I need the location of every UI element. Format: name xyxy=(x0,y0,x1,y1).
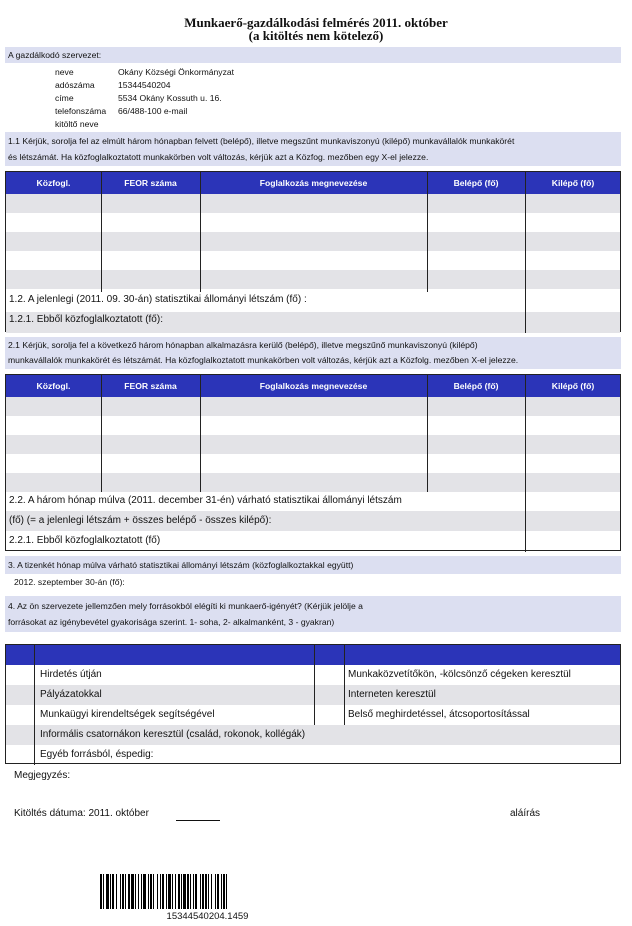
barcode-bar xyxy=(153,874,154,909)
barcode-bar xyxy=(131,874,134,909)
col-header-kozfogl: Közfogl. xyxy=(36,178,71,188)
barcode-bar xyxy=(187,874,189,909)
barcode-bar xyxy=(208,874,209,909)
section2-intro-line1: 2.1 Kérjük, sorolja fel a következő három hónapban alkalmazásra kerülő (belépő), illetve megszűnő munkaviszonyú (kilépő) xyxy=(8,340,478,350)
table-row[interactable] xyxy=(6,270,620,289)
column-divider xyxy=(101,375,102,492)
section1-table-header xyxy=(6,172,620,194)
barcode-bar xyxy=(178,874,180,909)
org-tax-label: adószáma xyxy=(55,80,95,90)
section2-table-header xyxy=(6,375,620,397)
section4-line2: forrásokat az igénybevétel gyakorisága szerint. 1- soha, 2- alkalmanként, 3 - gyakran) xyxy=(8,617,335,627)
barcode-bar xyxy=(166,874,167,909)
form-subtitle: (a kitöltés nem kötelező) xyxy=(248,28,384,43)
org-address-value: 5534 Okány Kossuth u. 16. xyxy=(118,93,222,103)
column-divider xyxy=(314,645,315,725)
org-tax-value: 15344540204 xyxy=(118,80,171,90)
table-row[interactable] xyxy=(6,397,620,416)
source-tender: Pályázatokkal xyxy=(40,689,102,700)
barcode-bar xyxy=(106,874,109,909)
org-name-value: Okány Községi Önkormányzat xyxy=(118,67,235,77)
date-day-field[interactable] xyxy=(176,820,220,821)
barcode-bar xyxy=(103,874,104,909)
col-header-feor: FEOR száma xyxy=(124,381,177,391)
column-divider xyxy=(200,172,201,292)
col-header-kozfogl: Közfogl. xyxy=(36,381,71,391)
org-filler-label: kitöltő neve xyxy=(55,119,99,129)
barcode-bar xyxy=(205,874,207,909)
row-1-2-1-label: 1.2.1. Ebből közfoglalkoztatott (fő): xyxy=(9,314,163,325)
org-phone-value: 66/488-100 e-mail xyxy=(118,106,188,116)
organization-section-label: A gazdálkodó szervezet: xyxy=(8,50,102,60)
section3-line2: 2012. szeptember 30-án (fő): xyxy=(14,577,125,587)
col-header-occupation: Foglalkozás megnevezése xyxy=(259,178,368,188)
barcode-bar xyxy=(226,874,227,909)
barcode-bar xyxy=(143,874,146,909)
barcode-bar xyxy=(195,874,197,909)
org-phone-label: telefonszáma xyxy=(55,106,107,116)
signature-label: aláírás xyxy=(510,808,541,819)
col-header-feor: FEOR száma xyxy=(124,178,177,188)
barcode-bar xyxy=(215,874,216,909)
section2-intro-line2: munkavállalók munkakörét és létszámát. Ha közfoglalkoztatott munkakörben volt változás, kérjük azt a Közfolg. mezőben X-el jelezze. xyxy=(8,355,519,365)
barcode-bar xyxy=(181,874,182,909)
table-row[interactable] xyxy=(6,194,620,213)
barcode-bar xyxy=(110,874,111,909)
section1-band xyxy=(5,132,621,166)
col-header-leaving: Kilépő (fő) xyxy=(551,381,595,391)
barcode-bar xyxy=(160,874,161,909)
barcode-bar xyxy=(141,874,142,909)
column-divider xyxy=(34,645,35,765)
sources-table-header xyxy=(6,645,620,665)
barcode-bar xyxy=(211,874,212,909)
barcode-bar xyxy=(150,874,152,909)
source-other: Egyéb forrásból, éspedig: xyxy=(40,749,154,760)
sources-table xyxy=(5,644,621,764)
column-divider xyxy=(200,375,201,492)
section3-line1: 3. A tizenkét hónap múlva várható statisztikai állományi létszám (közfoglalkoztakkal együtt) xyxy=(8,560,354,570)
col-header-occupation: Foglalkozás megnevezése xyxy=(259,381,368,391)
org-address-label: címe xyxy=(55,93,74,103)
barcode-bar xyxy=(168,874,171,909)
org-name-label: neve xyxy=(55,67,74,77)
barcode-bar xyxy=(175,874,176,909)
section1-intro-line2: és létszámát. Ha közfoglalkoztatott munkakörben volt változás, kérjük azt a Közfog. mezőben egy X-el jelezze. xyxy=(8,152,429,162)
barcode-bar xyxy=(112,874,114,909)
barcode-bar xyxy=(138,874,139,909)
section2-table xyxy=(5,374,621,551)
col-header-entering: Belépő (fő) xyxy=(453,381,499,391)
barcode-bar xyxy=(148,874,149,909)
section4-band xyxy=(5,596,621,632)
source-informal: Informális csatornákon keresztül (család, rokonok, kollégák) xyxy=(40,729,306,740)
barcode-bar xyxy=(122,874,124,909)
barcode-bar xyxy=(217,874,219,909)
organization-band xyxy=(5,47,621,63)
barcode-bar xyxy=(200,874,201,909)
row-2-2-1-label: 2.2.1. Ebből közfoglalkoztatott (fő) xyxy=(9,535,161,546)
barcode-bar xyxy=(100,874,102,909)
section4-line1: 4. Az ön szervezete jellemzően mely forrásokból elégíti ki munkaerő-igényét? (Kérjük jelölje a xyxy=(8,601,363,611)
source-agency: Munkaközvetítőkön, -kölcsönző cégeken keresztül xyxy=(348,669,571,680)
source-ad: Hirdetés útján xyxy=(40,669,102,680)
col-header-leaving: Kilépő (fő) xyxy=(551,178,595,188)
barcode-bar xyxy=(172,874,173,909)
column-divider xyxy=(525,172,526,333)
remarks-label: Megjegyzés: xyxy=(14,770,71,781)
form-title: Munkaerő-gazdálkodási felmérés 2011. október xyxy=(184,15,448,30)
barcode-bar xyxy=(162,874,164,909)
table-row[interactable] xyxy=(6,232,620,251)
barcode-number: 15344540204.1459 xyxy=(166,911,249,922)
section1-intro-line1: 1.1 Kérjük, sorolja fel az elmúlt három hónapban felvett (belépő), illetve megszűnt munkaviszonyú (kilépő) munkavállalók munkakörét xyxy=(8,136,515,146)
source-internet: Interneten keresztül xyxy=(348,689,436,700)
barcode-bar xyxy=(128,874,130,909)
date-label: Kitöltés dátuma: 2011. október xyxy=(14,808,149,819)
barcode-bar xyxy=(116,874,117,909)
table-row[interactable] xyxy=(6,473,620,492)
barcode-bar xyxy=(183,874,186,909)
section3-band xyxy=(5,556,621,574)
col-header-entering: Belépő (fő) xyxy=(453,178,499,188)
section2-band xyxy=(5,337,621,369)
source-internal: Belső meghirdetéssel, átcsoportosítással xyxy=(348,709,530,720)
barcode-bar xyxy=(193,874,194,909)
barcode-bar xyxy=(190,874,191,909)
barcode-bar xyxy=(125,874,126,909)
row-1-2-label: 1.2. A jelenlegi (2011. 09. 30-án) statisztikai állományi létszám (fő) : xyxy=(9,294,307,305)
column-divider xyxy=(427,172,428,292)
table-row[interactable] xyxy=(6,435,620,454)
barcode-bar xyxy=(157,874,158,909)
section1-table xyxy=(5,171,621,332)
column-divider xyxy=(427,375,428,492)
column-divider xyxy=(344,645,345,725)
barcode-bar xyxy=(120,874,121,909)
barcode-bar xyxy=(221,874,222,909)
row-2-2-label-a: 2.2. A három hónap múlva (2011. december 31-én) várható statisztikai állományi létszám xyxy=(9,495,402,506)
column-divider xyxy=(101,172,102,292)
barcode-bar xyxy=(223,874,225,909)
barcode-bar xyxy=(202,874,204,909)
barcode-image xyxy=(100,874,315,909)
row-2-2-label-b: (fő) (= a jelenlegi létszám + összes belépő - összes kilépő): xyxy=(9,515,272,526)
barcode-bar xyxy=(135,874,136,909)
source-labour-office: Munkaügyi kirendeltségek segítségével xyxy=(40,709,215,720)
